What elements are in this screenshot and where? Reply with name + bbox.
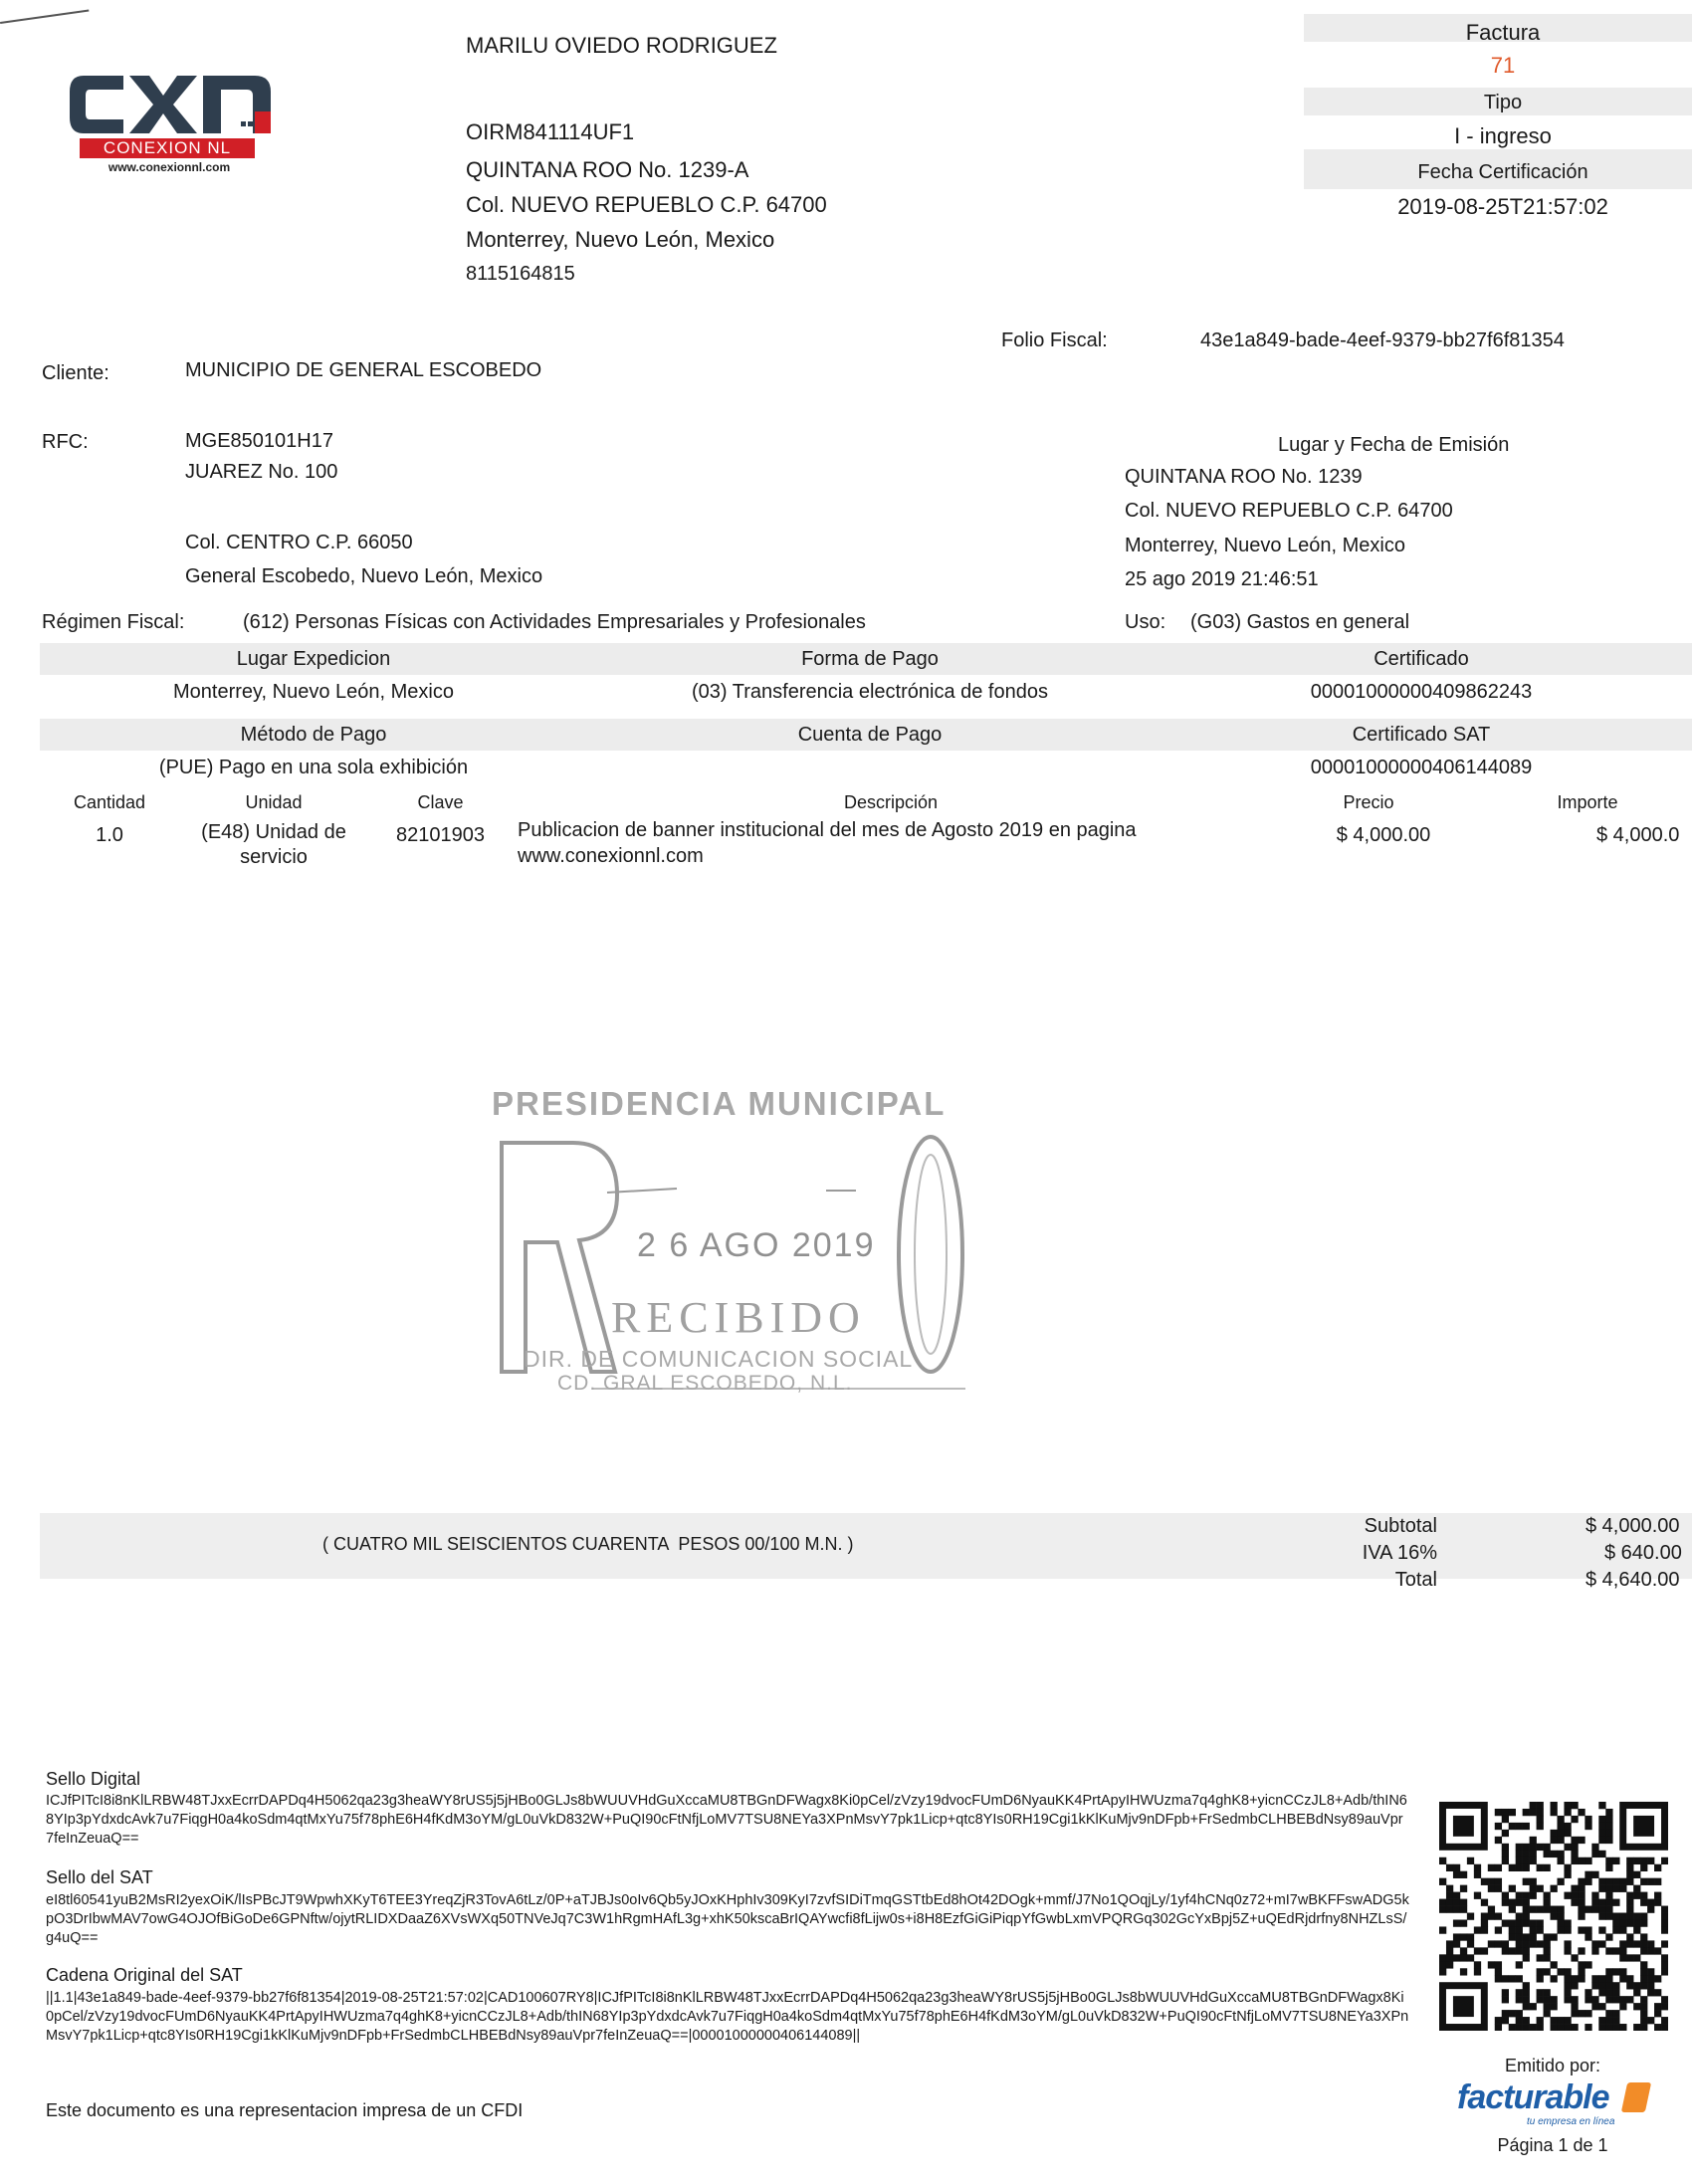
amount-in-words: ( CUATRO MIL SEISCIENTOS CUARENTA PESOS 00/100 M.N. ) [322, 1534, 854, 1554]
item-importe: $ 4,000.0 [1596, 824, 1680, 846]
col-header-descripcion: Descripción [843, 792, 939, 812]
certificado-label: Certificado [1374, 648, 1469, 670]
cfdi-note: Este documento es una representacion impresa de un CFDI [46, 2100, 524, 2120]
issuer-rfc: OIRM841114UF1 [466, 119, 635, 144]
cadena-label: Cadena Original del SAT [46, 1965, 243, 1985]
logo-url-text: www.conexionnl.com [107, 160, 231, 174]
stamp-top-text: PRESIDENCIA MUNICIPAL [492, 1085, 947, 1122]
cuenta-pago-label: Cuenta de Pago [797, 724, 943, 746]
qr-code-icon [1439, 1802, 1668, 2031]
cert-sat-label: Certificado SAT [1352, 724, 1491, 746]
stamp-received: RECIBIDO [611, 1293, 866, 1342]
client-colony: Col. CENTRO C.P. 66050 [185, 532, 413, 553]
uso-label: Uso: [1125, 611, 1166, 633]
item-unidad-line1: (E48) Unidad de [201, 821, 346, 843]
item-precio: $ 4,000.00 [1336, 824, 1431, 846]
facturable-accent-icon [1621, 2082, 1651, 2112]
totals-band [40, 1513, 1692, 1579]
issuer-phone: 8115164815 [466, 263, 575, 285]
tipo-label: Tipo [1483, 92, 1523, 113]
emission-label: Lugar y Fecha de Emisión [1278, 434, 1510, 456]
cliente-value: MUNICIPIO DE GENERAL ESCOBEDO [185, 359, 542, 381]
issuer-colony: Col. NUEVO REPUEBLO C.P. 64700 [466, 192, 827, 217]
rfc-value: MGE850101H17 [185, 430, 333, 452]
client-street: JUAREZ No. 100 [185, 461, 338, 483]
col-header-cantidad: Cantidad [73, 792, 146, 812]
cadena-value: ||1.1|43e1a849-bade-4eef-9379-bb27f6f81354|2019-08-25T21:57:02|CAD100607RY8|ICJfPITcI8i8nKlLRBW48TJxxEcrrDAPDq4H5062qa23g3heaWY8rUS5j5jHBo0GLJs8bWUUVHdGuXccaMU8TBGnDFWagx8Ki0pCel/zVzy19dvocFUmD6NyauKK4PrtApyIHWUzma7q4ghK8+yicnCCzJL8+Adb/thIN68YIp3pYdxdcAvk7u7FiqgH0a4koSdm4qtMxYu75f78phE6H4fKdM3oYM/gL0uVkD832W+PuQI90cFtNfjLoMV7TSU8NEYa3XPnMsvY7pk1Licp+qtc8YIs0RH19Cgi1kKlKuMjv9nDFpb+FrSedmbCLHBEBdNsy89auVpr7feInZeuaQ==|00001000000406144089|| [46, 1990, 1409, 2044]
scan-mark [0, 9, 89, 24]
lugar-exp-label: Lugar Expedicion [236, 648, 391, 670]
logo-brand-text: CONEXION NL [103, 138, 232, 157]
folio-value: 43e1a849-bade-4eef-9379-bb27f6f81354 [1200, 329, 1565, 351]
issuer-street: QUINTANA ROO No. 1239-A [466, 157, 749, 182]
received-stamp [488, 1075, 975, 1414]
issuer-name: MARILU OVIEDO RODRIGUEZ [466, 33, 777, 58]
item-unidad-line2: servicio [240, 846, 308, 868]
col-header-clave: Clave [417, 792, 464, 812]
regimen-value: (612) Personas Físicas con Actividades Empresariales y Profesionales [243, 611, 866, 633]
subtotal-label: Subtotal [1364, 1515, 1437, 1537]
facturable-tagline: tu empresa en línea [1527, 2116, 1615, 2127]
page-number: Página 1 de 1 [1497, 2135, 1608, 2155]
forma-pago-label: Forma de Pago [801, 648, 939, 670]
iva-value: $ 640.00 [1604, 1542, 1682, 1564]
emission-datetime: 25 ago 2019 21:46:51 [1125, 568, 1319, 590]
cliente-label: Cliente: [42, 362, 109, 384]
client-city: General Escobedo, Nuevo León, Mexico [185, 565, 543, 587]
metodo-pago-label: Método de Pago [240, 724, 387, 746]
col-header-importe: Importe [1557, 792, 1618, 812]
cert-sat-value: 00001000000406144089 [1310, 757, 1533, 778]
stamp-dept: DIR. DE COMUNICACION SOCIAL [524, 1346, 914, 1372]
factura-label: Factura [1465, 20, 1541, 45]
subtotal-value: $ 4,000.00 [1586, 1515, 1680, 1537]
stamp-city: CD. GRAL ESCOBEDO, N.L. [557, 1372, 853, 1395]
col-header-precio: Precio [1343, 792, 1394, 812]
total-value: $ 4,640.00 [1586, 1569, 1680, 1591]
fecha-cert-label: Fecha Certificación [1417, 161, 1588, 183]
certificado-value: 00001000000409862243 [1310, 681, 1533, 703]
item-descripcion-line2: www.conexionnl.com [518, 845, 704, 867]
emission-street: QUINTANA ROO No. 1239 [1125, 466, 1363, 488]
sello-sat-value: eI8tl60541yuB2MsRI2yexOiK/lIsPBcJT9WpwhXKyT6TEE3YreqZjR3TovA6tLz/0P+aTJBJs0oIv6Qb5yJOxKHphIv309KyI7zvfSIDiTmqGSTtbEd8hOt42DOgk+mmf/J7No1QOqjLy/1yf4hCNq0z72+mI7wBKFFswADG5kpO3DrIbwMAV7owG4OJOfBiGoDe6GPNftw/ojytRLIDXDaaZ6XVsWXq50TNVeJq7C3W1hRgmHAfL3g+xhK50kscaBrIQAYwcfi8fLijw0s+i8H8EzfGiGiPiqpYfGwbLxmVPQRGq302GcYxBpj5Z+uQEdRjdrfny8NHZLsS/g4uQ== [46, 1892, 1409, 1946]
stamp-date: 2 6 AGO 2019 [637, 1226, 876, 1264]
folio-label: Folio Fiscal: [1001, 329, 1108, 351]
emission-colony: Col. NUEVO REPUEBLO C.P. 64700 [1125, 500, 1453, 522]
sello-sat-label: Sello del SAT [46, 1867, 153, 1887]
facturable-logo [1457, 2078, 1666, 2128]
issuer-city: Monterrey, Nuevo León, Mexico [466, 227, 775, 252]
item-clave: 82101903 [396, 824, 485, 846]
facturable-brand: facturable [1457, 2078, 1609, 2116]
iva-label: IVA 16% [1362, 1542, 1437, 1564]
uso-value: (G03) Gastos en general [1190, 611, 1410, 633]
regimen-label: Régimen Fiscal: [42, 611, 185, 633]
forma-pago-value: (03) Transferencia electrónica de fondos [692, 681, 1048, 703]
emission-city: Monterrey, Nuevo León, Mexico [1125, 535, 1405, 556]
emitido-label: Emitido por: [1504, 2056, 1601, 2075]
item-descripcion-line1: Publicacion de banner institucional del mes de Agosto 2019 en pagina [518, 819, 1137, 841]
rfc-label: RFC: [42, 431, 89, 453]
col-header-unidad: Unidad [245, 792, 303, 812]
sello-digital-value: ICJfPITcI8i8nKlLRBW48TJxxEcrrDAPDq4H5062qa23g3heaWY8rUS5j5jHBo0GLJs8bWUUVHdGuXccaMU8TBGnDFWagx8Ki0pCel/zVzy19dvocFUmD6NyauKK4PrtApyIHWUzma7q4ghK8+yicnCCzJL8+Adb/thIN68YIp3pYdxdcAvk7u7FiqgH0a4koSdm4qtMxYu75f78phE6H4fKdM3oYM/gL0uVkD832W+PuQI90cFtNfjLoMV7TSU8NEYa3XPnMsvY7pk1Licp+qtc8YIs0RH19Cgi1kKlKuMjv9nDFpb+FrSedmbCLHBEBdNsy89auVpr7feInZeuaQ== [46, 1793, 1407, 1847]
item-cantidad: 1.0 [96, 824, 123, 846]
company-logo [66, 68, 277, 179]
metodo-pago-value: (PUE) Pago en una sola exhibición [158, 757, 469, 778]
sello-digital-label: Sello Digital [46, 1769, 141, 1789]
fecha-cert-value: 2019-08-25T21:57:02 [1397, 194, 1608, 219]
qr-code [1439, 1802, 1668, 2031]
factura-number: 71 [1490, 53, 1516, 78]
tipo-value: I - ingreso [1454, 123, 1552, 148]
total-label: Total [1394, 1569, 1437, 1591]
lugar-exp-value: Monterrey, Nuevo León, Mexico [173, 681, 454, 703]
